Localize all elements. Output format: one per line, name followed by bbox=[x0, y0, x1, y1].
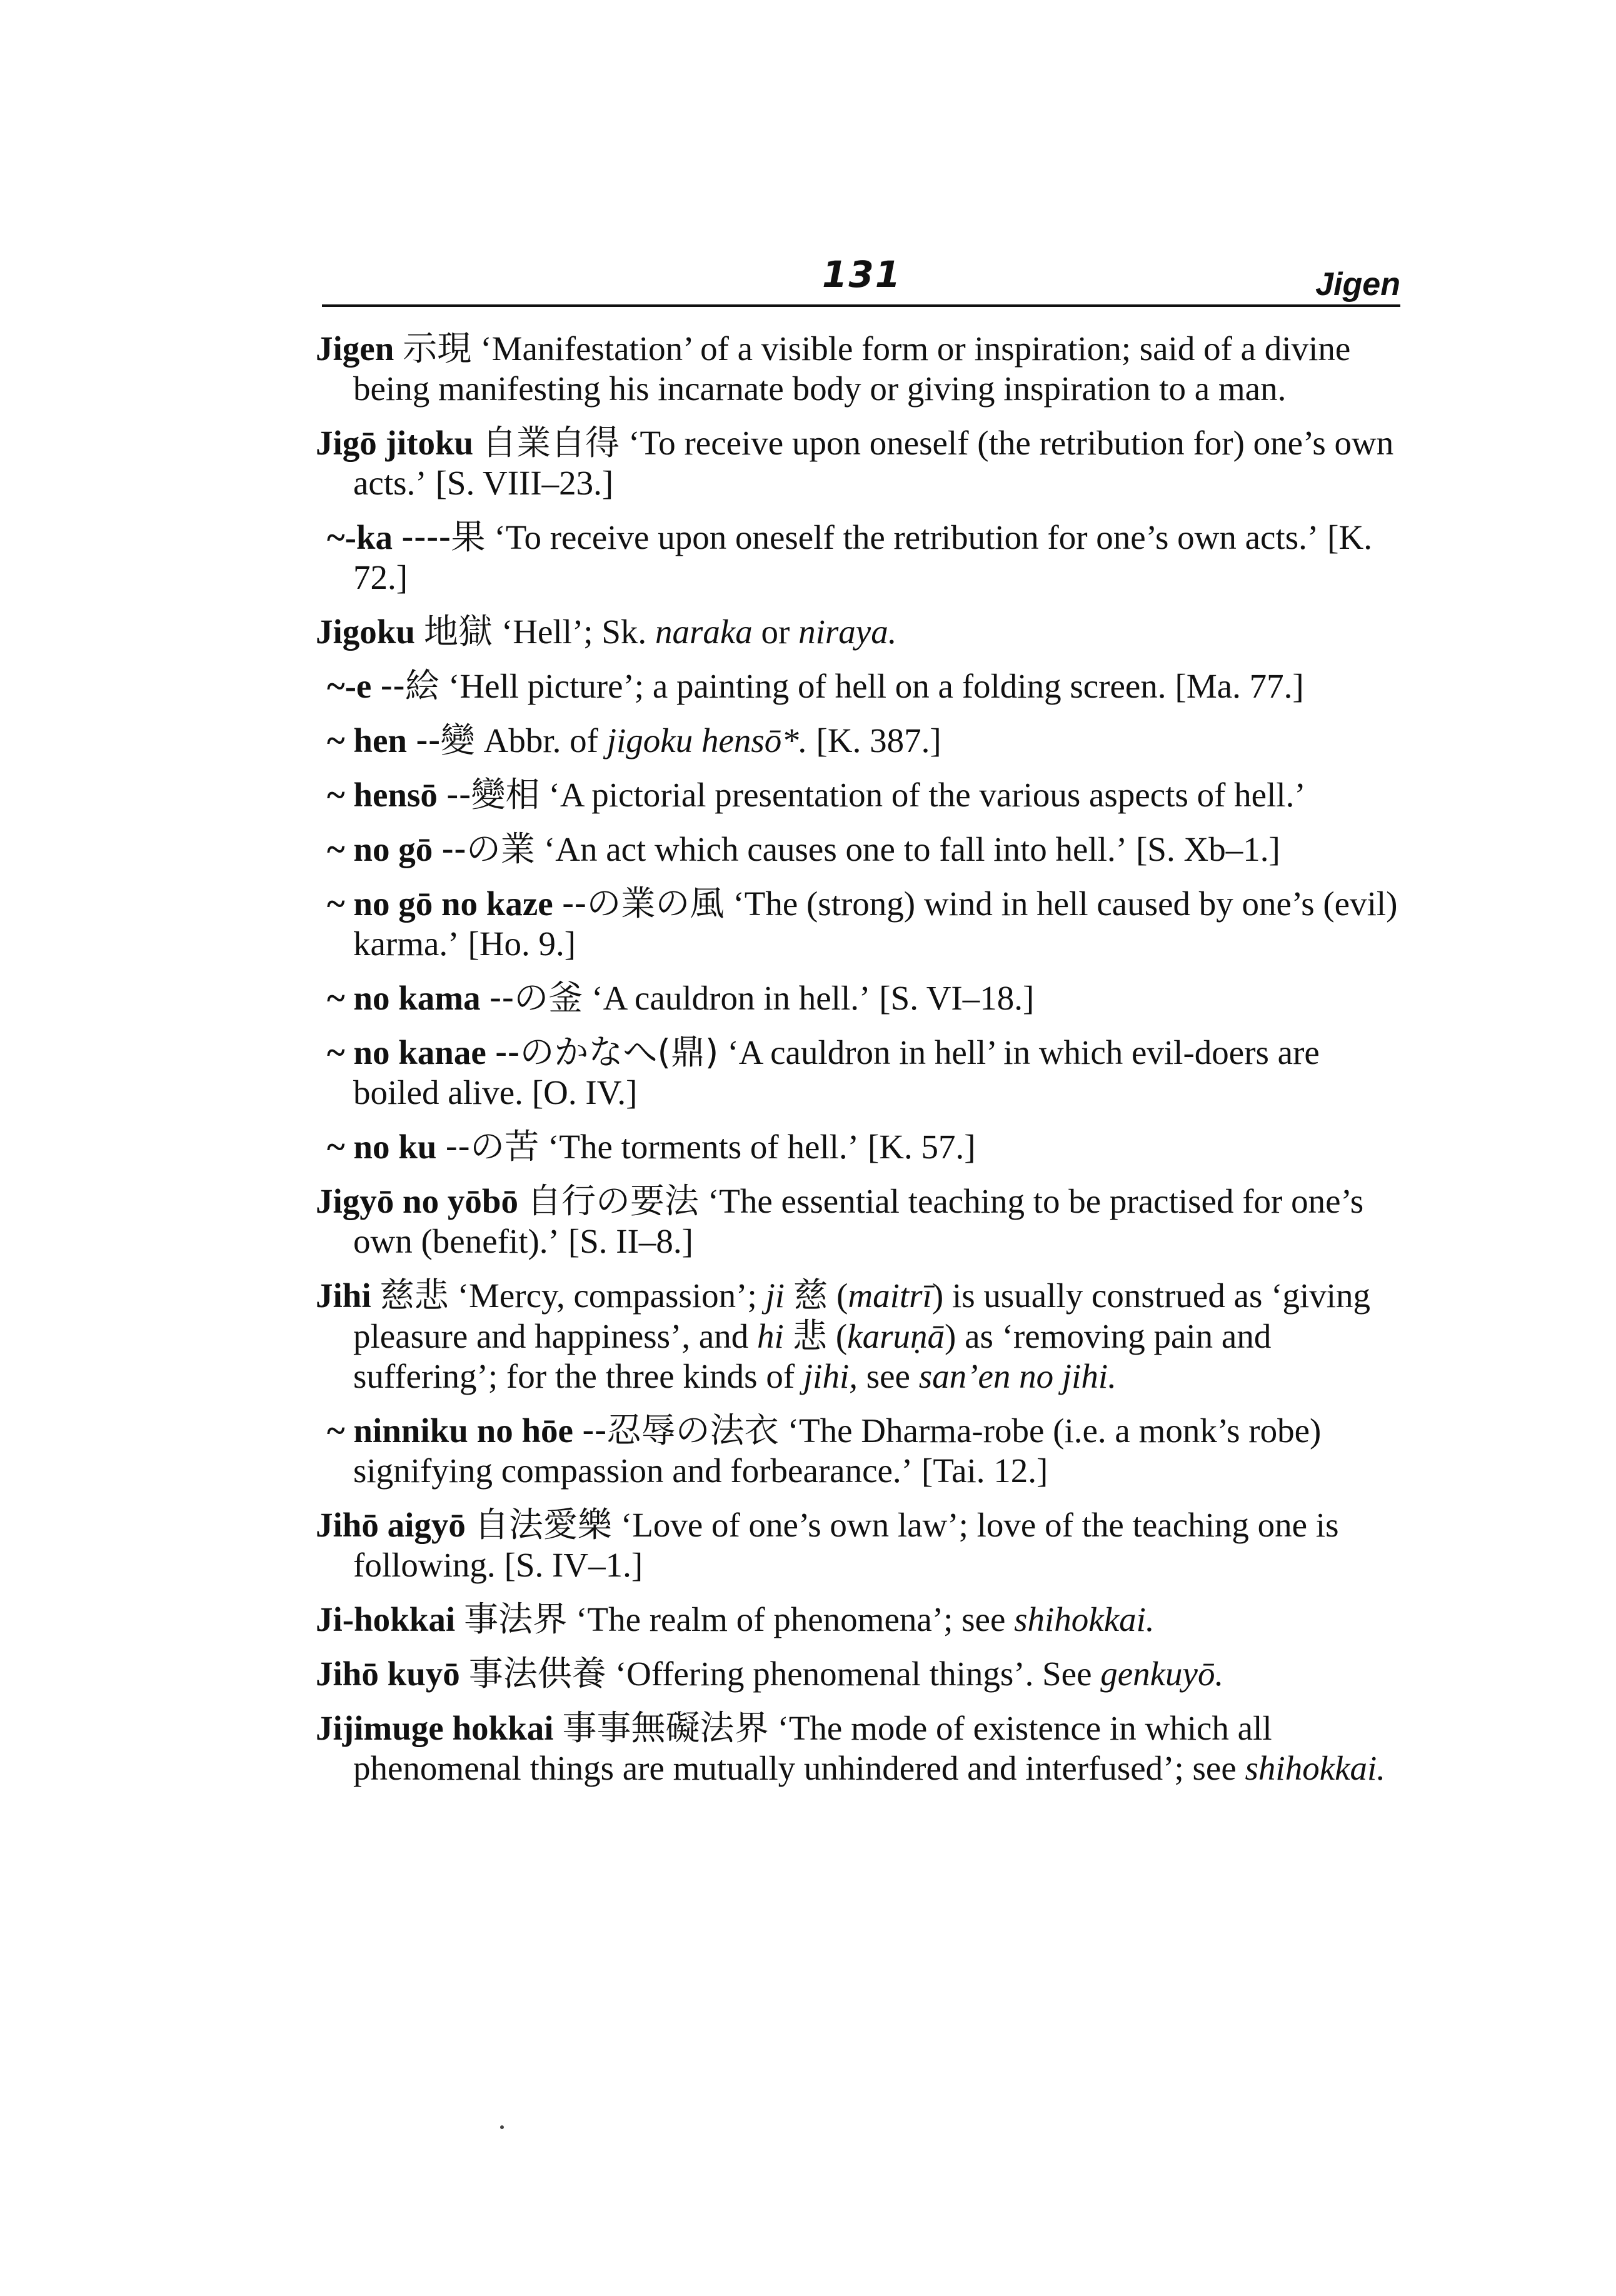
definition: ‘Love of one’s own law’; love of the teaching one is following. bbox=[353, 1506, 1339, 1584]
definition-part: ( bbox=[835, 1317, 848, 1355]
cross-reference: shihokkai. bbox=[1245, 1749, 1386, 1787]
entry-jijimuge-hokkai bbox=[316, 1708, 1403, 1788]
kanji-ji: 慈 bbox=[793, 1275, 828, 1315]
reference: [Tai. 12.] bbox=[921, 1451, 1048, 1490]
page-number: 131 bbox=[822, 253, 902, 296]
headword: ~-e bbox=[327, 667, 372, 705]
reference: [O. IV.] bbox=[531, 1073, 638, 1111]
definition-part: or bbox=[752, 613, 799, 651]
entry-jigoku-henso bbox=[316, 775, 1403, 815]
definition: ‘The Dharma-robe (i.e. a monk’s robe) signifying compassion and forbearance.’ bbox=[353, 1411, 1322, 1490]
kanji: --のかなへ(鼎) bbox=[494, 1032, 719, 1072]
reference: [S. IV–1.] bbox=[504, 1546, 643, 1584]
term: hi bbox=[757, 1317, 784, 1355]
entry-jiho-aigyo bbox=[316, 1505, 1403, 1585]
entry-jigoku-e bbox=[316, 666, 1403, 706]
kanji: 事事無礙法界 bbox=[562, 1708, 769, 1748]
headword: ~ no gō bbox=[327, 830, 433, 868]
headword: ~ no gō no kaze bbox=[327, 885, 553, 923]
page-header bbox=[322, 247, 1400, 303]
definition: ‘Offering phenomenal things’. See bbox=[615, 1655, 1101, 1693]
reference: [S. VIII–23.] bbox=[435, 464, 614, 502]
headword: Jihō kuyō bbox=[316, 1655, 460, 1693]
kanji: --變 bbox=[415, 720, 475, 760]
running-head: Jigen bbox=[1315, 266, 1400, 303]
entry-jigo-jitoku-ka bbox=[316, 517, 1403, 598]
headword: Jigō jitoku bbox=[316, 424, 474, 462]
entry-jigoku-no-kanae bbox=[316, 1032, 1403, 1113]
definition: ‘Hell picture’; a painting of hell on a folding screen. bbox=[448, 667, 1167, 705]
reference: [Ma. 77.] bbox=[1175, 667, 1304, 705]
kanji-hi: 悲 bbox=[792, 1316, 827, 1356]
cross-reference: san’en no jihi. bbox=[918, 1357, 1117, 1395]
headword: Ji-hokkai bbox=[316, 1600, 456, 1638]
term: jihi, bbox=[803, 1357, 858, 1395]
reference: [K. 72.] bbox=[353, 518, 1372, 596]
entry-jihi-ninniku-no-hoe bbox=[316, 1410, 1403, 1491]
kanji: --變相 bbox=[446, 775, 540, 815]
definition-part: ( bbox=[836, 1276, 848, 1315]
kanji: --の業の風 bbox=[561, 883, 725, 923]
kanji: 自業自得 bbox=[482, 423, 620, 463]
reference: [S. Xb–1.] bbox=[1136, 830, 1280, 868]
kanji: ----果 bbox=[401, 517, 486, 557]
kanji: 慈悲 bbox=[379, 1275, 449, 1315]
reference: [S. II–8.] bbox=[568, 1222, 693, 1260]
kanji: --忍辱の法衣 bbox=[581, 1410, 779, 1450]
print-speck bbox=[500, 2125, 504, 2129]
definition: ‘A cauldron in hell’ in which evil-doers are boiled alive. bbox=[353, 1033, 1320, 1111]
sanskrit-term: naraka bbox=[655, 613, 753, 651]
headword: Jijimuge hokkai bbox=[316, 1709, 554, 1747]
definition: ‘The essential teaching to be practised for one’s own (benefit).’ bbox=[353, 1182, 1364, 1260]
sanskrit-term: karuṇā bbox=[847, 1317, 945, 1355]
headword: Jigen bbox=[316, 329, 394, 368]
entry-ji-hokkai bbox=[316, 1599, 1403, 1640]
definition: ‘An act which causes one to fall into hell.’ bbox=[543, 830, 1128, 868]
dictionary-entries bbox=[316, 328, 1403, 1802]
kanji: 地獄 bbox=[423, 611, 493, 651]
entry-jigoku-no-go bbox=[316, 829, 1403, 870]
cross-reference: shihokkai. bbox=[1014, 1600, 1155, 1638]
entry-jigoku-no-kama bbox=[316, 978, 1403, 1018]
cross-reference: jigoku hensō*. bbox=[606, 721, 808, 759]
sanskrit-term: niraya. bbox=[798, 613, 897, 651]
definition: ‘Manifestation’ of a visible form or inspiration; said of a divine being manifesting his incarnate body or giving inspiration to a man. bbox=[353, 329, 1351, 408]
definition: ‘To receive upon oneself the retribution for one’s own acts.’ bbox=[494, 518, 1319, 556]
headword: ~-ka bbox=[327, 518, 393, 556]
definition: ‘The realm of phenomena’; see bbox=[576, 1600, 1015, 1638]
headword: ~ no kanae bbox=[327, 1033, 486, 1071]
definition: ‘The (strong) wind in hell caused by one’s (evil) karma.’ bbox=[353, 885, 1398, 963]
kanji: 自法愛樂 bbox=[474, 1505, 612, 1545]
reference: [S. VI–18.] bbox=[879, 979, 1035, 1017]
cross-reference: genkuyō. bbox=[1100, 1655, 1224, 1693]
term: ji bbox=[765, 1276, 785, 1315]
definition: ‘To receive upon oneself (the retribution for) one’s own acts.’ bbox=[353, 424, 1394, 502]
headword: Jihi bbox=[316, 1276, 371, 1315]
entry-jigoku bbox=[316, 611, 1403, 652]
reference: [K. 387.] bbox=[816, 721, 941, 759]
entry-jigyo-no-yobo bbox=[316, 1181, 1403, 1261]
definition: ‘Hell’; Sk. bbox=[501, 613, 655, 651]
reference: [Ho. 9.] bbox=[468, 925, 576, 963]
kanji: --の釜 bbox=[489, 978, 583, 1018]
definition: ‘The torments of hell.’ bbox=[548, 1128, 859, 1166]
definition: ‘The mode of existence in which all phenomenal things are mutually unhindered and interfused’; see bbox=[353, 1709, 1272, 1787]
definition-part: ) as ‘removing pain and suffering’; for the three kinds of bbox=[353, 1317, 1272, 1395]
kanji: 事法供養 bbox=[468, 1653, 606, 1693]
reference: [K. 57.] bbox=[867, 1128, 976, 1166]
entry-jihi bbox=[316, 1275, 1403, 1396]
kanji: 事法界 bbox=[464, 1599, 568, 1639]
headword: ~ no ku bbox=[327, 1128, 437, 1166]
definition: Abbr. of bbox=[483, 721, 607, 759]
kanji: --の業 bbox=[441, 829, 535, 869]
entry-jiho-kuyo bbox=[316, 1653, 1403, 1694]
entry-jigoku-hen bbox=[316, 720, 1403, 761]
definition-part: ) is usually construed as ‘giving pleasure and happiness’, and bbox=[353, 1276, 1371, 1355]
kanji: 示現 bbox=[403, 328, 472, 368]
sanskrit-term: maitrī bbox=[848, 1276, 932, 1315]
definition: ‘A pictorial presentation of the various aspects of hell.’ bbox=[548, 776, 1306, 814]
headword: Jigyō no yōbō bbox=[316, 1182, 518, 1220]
entry-jigoku-no-ku bbox=[316, 1126, 1403, 1167]
entry-jigoku-no-go-no-kaze bbox=[316, 883, 1403, 964]
headword: Jihō aigyō bbox=[316, 1506, 466, 1544]
entry-jigen bbox=[316, 328, 1403, 409]
definition: ‘A cauldron in hell.’ bbox=[591, 979, 871, 1017]
headword: Jigoku bbox=[316, 613, 415, 651]
definition: ‘Mercy, compassion’; bbox=[457, 1276, 766, 1315]
headword: ~ ninniku no hōe bbox=[327, 1411, 573, 1450]
definition-part: see bbox=[857, 1357, 919, 1395]
headword: ~ hen bbox=[327, 721, 407, 759]
kanji: --絵 bbox=[380, 666, 440, 706]
header-rule bbox=[322, 304, 1400, 307]
kanji: --の苦 bbox=[445, 1126, 540, 1166]
entry-jigo-jitoku bbox=[316, 423, 1403, 503]
kanji: 自行の要法 bbox=[526, 1181, 699, 1221]
headword: ~ no kama bbox=[327, 979, 481, 1017]
headword: ~ hensō bbox=[327, 776, 438, 814]
